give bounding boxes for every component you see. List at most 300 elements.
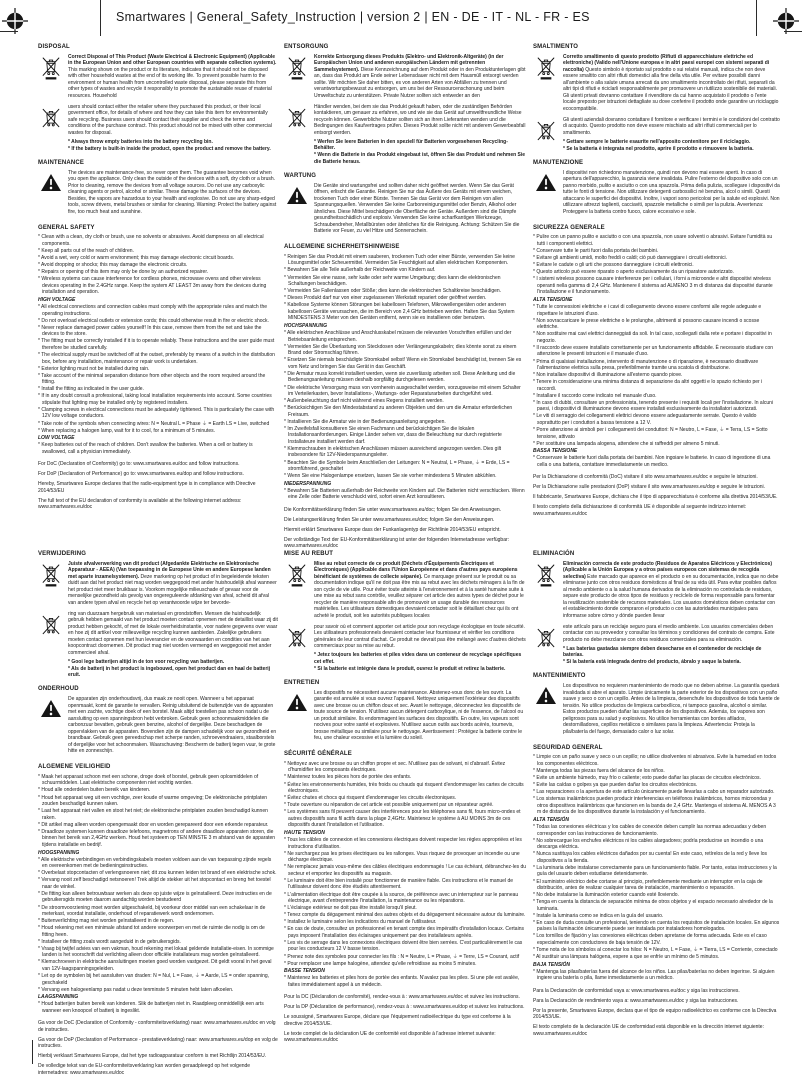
weee-crossed-bin-icon-wrap (38, 611, 64, 680)
safety-item-10-it: * Non sostituire mai cavi elettrici danneggiati da soli. In tal caso, scollegarli dalla rete e portare i dispositivi in negozio. (533, 331, 772, 344)
safety-heading-de: ALLGEMEINE SICHERHEITSHINWEISE (284, 244, 400, 251)
safety-item-6-en: * Wireless systems can cause interference for cordless phones, microwave ovens and other wireless devices operating in the 2.4GHz range. Keep the system AT LEAST 3m away from the devices during installation and operation. (38, 276, 267, 296)
maintenance-paragraph-es: Los dispositivos no requieren mantenimiento de modo que no deben abrirse. La garantía quedará invalidada si abre el aparato. Limpie únicamente la parte exterior de los dispositivos con un paño suave y seco o con un cepillo. Antes de la limpieza, desenchufe los dispositivos de toda fuente de tensión. No utilice productos de limpieza carboxílicos, ni tampoco gasolina, alcohol o similar. Estos productos pueden dañar las superficies de los dispositivos. Además, los vapores son peligrosos para su salud y explosivos. No utilice herramientas con bordes afilados, destornilladores, cepillos metálicos o similares para la limpieza. Advertencia: Proteja la pila/batería del fuego, demasiado calor o luz solar. (563, 683, 780, 735)
disposal-heading-it: SMALTIMENTO (533, 44, 579, 50)
disposal-bullet-2-nl: * Als de batterij in het product is ingebouwd, open het product dan en haal de batterij eruit. (68, 665, 271, 679)
safety-subheading-20-it: BASSA TENSIONE (533, 448, 578, 455)
maintenance-text-de (314, 183, 527, 238)
safety-item-9-it: * Non sovraccaricare le prese elettriche o le prolunghe, altrimenti si possono causare incendi o scosse elettriche. (533, 317, 760, 331)
safety-subheading-20-fr: BASSE TENSION (284, 968, 325, 975)
declaration-line-4-fr: Le texte complet de la déclaration UE de conformité est disponible à l'adresse internet suivante: www.smartwares.eu/doc (284, 1030, 496, 1044)
maintenance-text-fr (314, 690, 527, 745)
safety-item-17-nl: * Klemschroeven in elektrische aansluitingen moeten goed worden vastgezet. Dit geldt vooral in het geval van 12V-laagspanningsgeleiden. (38, 959, 272, 972)
warning-triangle-icon (40, 173, 62, 192)
declaration-line-2-fr: Pour la DP (Déclaration de performance), rendez-vous à : www.smartwares.eu/dop et suivez les instructions. (284, 1004, 525, 1011)
safety-item-6-es: * Los sistemas inalámbricos pueden producir interferencias en teléfonos inalámbricos, hornos microondas y otros dispositivos inalámbricos que funcionen en la banda de 2,4 GHz. Mantenga el sistema AL MENOS A 3 m de distancia de los dispositivos durante la instalación y el funcionamiento. (533, 796, 776, 816)
disposal-lead-bold-en: Correct Disposal of This Product (Waste Electrical & Electronic Equipment) (Applicable in the European Union and other European countries with separate collection systems). (68, 53, 277, 67)
safety-subheading-20-es: BAJA TENSIÓN (533, 961, 571, 968)
warning-triangle-icon-wrap (533, 170, 559, 218)
safety-item-18-nl: * Let op de symbolen bij het aansluiten van draden: N = Nul, L = Fase, ⏚ = Aarde, LS = onder spanning, geschakeld (38, 973, 270, 986)
weee-crossed-bin-icon (41, 105, 61, 131)
safety-item-8-de: * Alle elektrischen Anschlüsse und Anschlusskabel müssen die relevanten Vorschriften erfüllen und der Betriebsanleitung entsprechen. (284, 330, 512, 343)
disposal-bullet-1-nl: * Gooi lege batterijen altijd in de ton voor recycling van batterijen. (68, 658, 225, 665)
safety-item-14-en: * Take account of the minimal separation distance from other objects and the room required around the fitting. (38, 372, 266, 386)
disposal-paragraph-2-fr: pour savoir où et comment apporter cet article pour son recyclage écologique en toute sécurité. Les utilisateurs professionnels devraient contacter leur fournisseur et vérifier les conditions générales de leur contrat d'achat. Ce produit ne devrait pas être mélangé avec d'autres déchets commerciaux pour sa mise au rebut. (314, 623, 526, 650)
safety-item-9-es: * No sobrecargue los enchufes eléctricos ni los cables alargadores; podría producirse un incendio o una descarga eléctrica. (533, 837, 764, 851)
safety-subheading-7-nl: HOOGSPANNING (38, 849, 80, 856)
disposal-block-2-en (38, 104, 278, 153)
maintenance-text-it (563, 170, 780, 218)
maintenance-text-es (563, 683, 780, 738)
disposal-text-1-de (314, 54, 527, 102)
disposal-block-1-de (284, 54, 527, 102)
disposal-bullet-2-it: * Se la batteria è integrata nel prodotto, aprire il prodotto e rimuovere la batteria. (563, 145, 754, 152)
warning-triangle-icon-wrap (284, 183, 310, 238)
weee-crossed-bin-with-bar-icon (41, 562, 61, 588)
crop-mark-vertical-right (756, 0, 757, 36)
safety-item-15-en: * Install the fitting as indicated in the user guide. (38, 386, 144, 393)
weee-crossed-bin-with-bar-icon-wrap (284, 54, 310, 102)
safety-item-16-de: * Im Zweifelsfall konsultieren Sie einen Fachmann und berücksichtigen Sie die lokalen Installationsanforderungen. Einige Länder sehen vor, dass die Beleuchtung nur durch registrierte Installateure installiert werden darf. (284, 425, 502, 445)
maintenance-paragraph-de: Die Geräte sind wartungsfrei und sollten daher nicht geöffnet werden. Wenn Sie das Gerät öffnen, erlischt die Garantie. Reinigen Sie nur das Äußere des Geräts mit einem weichen, trockenen Tuch oder einer Bürste. Trennen Sie das Gerät vor dem Reinigen von allen Spannungsquellen. Verwenden Sie keine Carbonreinigungsmittel oder Benzin, Alkohol oder ähnliches. Diese Mittel beschädigen die Oberfläche der Geräte. Außerdem sind die Dämpfe gesundheitsschädlich und explosiv. Verwenden Sie keine scharfkantigen Werkzeuge, Schraubendreher, Metallbürsten oder ähnliches für die Reinigung. Achtung: Schützen Sie die Batterie vor Feuer, zu viel Hitze und Sonnenschein. (314, 182, 520, 235)
safety-item-8-nl: * Alle elektrische verbindingen en verbindingskabels moeten voldoen aan de van toepassing zijnde regels en overeenkomen met de bedieningsinstructies. (38, 856, 272, 870)
declaration-line-2-it: Per la Dichiarazione sulle prestazioni (DoP) visitare il sito www.smartwares.eu/dop e seguire le istruzioni. (533, 484, 766, 491)
disposal-block-2-es (533, 624, 780, 667)
safety-subheading-7-fr: HAUTE TENSION (284, 830, 325, 837)
safety-item-12-en: * The electrical supply must be switched off at the outset, preferably by means of a switch in the distribution box, before any installation, maintenance or repair work is undertaken. (38, 352, 275, 365)
safety-item-14-it: * Tenere in considerazione una minima distanza di separazione da altri oggetti e lo spazio richiesto per i raccordi. (533, 379, 763, 392)
disposal-bullet-2-de: * Wenn die Batterie in das Produkt eingebaut ist, öffnen Sie das Produkt und nehmen Sie die Batterie heraus. (314, 152, 526, 165)
safety-item-12-es: * El suministro eléctrico debe cortarse al principio, preferiblemente mediante un interruptor en la caja de distribución, antes de realizar cualquier tarea de instalación, mantenimiento o reparación. (533, 878, 763, 892)
panel-es (533, 551, 780, 1080)
disposal-text-2-en (68, 104, 278, 153)
disposal-lead-bold-es: Eliminación correcta de este producto (Residuos de Aparatos Eléctricos y Electrónicos) (Aplicable a la Unión Europea y a otros países europeos con sistemas de recogida selectiva) (563, 560, 773, 580)
safety-item-16-fr: * En cas de doute, consultez un professionnel en tenant compte des impératifs d'installation locaux. Certains pays imposent l'installation des éclairages uniquement par des installateurs agréés. (284, 926, 524, 939)
safety-item-11-en: * The fitting must be correctly installed if it is to operate reliably. These instructions and the user guide must therefore be studied carefully. (38, 338, 275, 351)
safety-item-10-nl: * Vervang nooit zelf beschadigd netsnoeren! Trek altijd de stekker uit het stopcontact en breng het toestel naar de winkel. (38, 877, 271, 890)
disposal-lead-bold-fr: Mise au rebut correcte de ce produit (Déchets d'Équipements Électriques et Électroniques) (Applicable dans l'Union Européenne et dans d'autres pays européens bénéficiant de systèmes de collecte séparée). (314, 560, 518, 580)
safety-item-3-fr: * Évitez les environnements humides, très froids ou chauds qui risquent d'endommager les cartes de circuits électroniques. (284, 781, 524, 795)
safety-item-8-es: * Todas las conexiones eléctricas y los cables de conexión deben cumplir las normas adecuadas y deben corresponder con las instrucciones de funcionamiento. (533, 824, 767, 837)
weee-crossed-bin-with-bar-icon (287, 55, 307, 81)
safety-item-11-fr: * Le luminaire doit être bien installé pour fonctionner de manière fiable. Ces instructions et le manuel de l'utilisateur doivent donc être étudiés attentivement. (284, 877, 514, 891)
safety-heading-fr: SÉCURITÉ GÉNÉRALE (284, 751, 352, 758)
safety-list-de (284, 254, 527, 501)
maintenance-heading-es: MANTENIMIENTO (533, 673, 586, 680)
disposal-text-1-it (563, 54, 780, 115)
disposal-text-2-de (314, 104, 527, 166)
disposal-bullet-1-en: * Always throw empty batteries into the battery recycling bin. (68, 138, 213, 145)
declaration-line-2-en: For DoP (Declaration of Performance) go to: www.smartwares.eu/dop and follow instructions. (38, 471, 244, 478)
disposal-bullet-1-es: * Las baterías gastadas siempre deben desecharse en el contenedor de reciclaje de baterías. (563, 645, 762, 659)
maintenance-text-en (68, 170, 278, 218)
maintenance-block-en (38, 170, 278, 218)
weee-crossed-bin-with-bar-icon-wrap (38, 54, 64, 102)
safety-heading-it: SICUREZZA GENERALE (533, 224, 605, 231)
safety-item-18-de: * Beachten Sie die Symbole beim Anschließen der Leitungen: N = Neutral, L = Phase, ⏚ = Erde, LS = stromführend, geschaltet (284, 459, 510, 473)
panel-en (38, 44, 278, 551)
safety-subheading-20-de: NIEDERSPANNUNG (284, 480, 332, 487)
safety-item-6-fr: * Les systèmes sans fil peuvent causer des interférences pour les téléphones sans fil, fours micro-ondes et autres dispositifs sans fil actifs dans la plage 2,4GHz. Maintenez le système à AU MOINS 3m de ces dispositifs durant l'installation et l'utilisation. (284, 809, 521, 829)
declaration-line-1-nl: Ga voor de DoC (Declaration of Conformity - conformiteitsverklaring) naar: www.smartwares.eu/doc en volg de instructies. (38, 1020, 276, 1033)
disposal-lead-bold-de: Korrekte Entsorgung dieses Produkts (Elektro- und Elektronik-Altgeräte) (in der Europäischen Union und anderen europäischen Ländern mit getrennten Sammelsystemen). (314, 53, 504, 73)
safety-item-6-nl: * Draadloze systemen kunnen draadloze telefoons, magnetrons of andere draadloze apparaten storen, die binnen het bereik van 2,4GHz werken. Houd het systeem op TEN MINSTE 3 m afstand van de apparaten tijdens installatie en bedrijf. (38, 828, 276, 848)
safety-item-2-es: * Mantenga todas las piezas fuera del alcance de los niños. (533, 767, 665, 774)
disposal-bullet-2-en: * If the battery is built-in inside the product, open the product and remove the battery. (68, 145, 271, 152)
weee-crossed-bin-icon-wrap (533, 624, 559, 667)
safety-item-4-it: * Evitare le cadute o gli urti che possono danneggiare i circuiti elettronici. (533, 262, 694, 269)
weee-crossed-bin-icon (287, 105, 307, 131)
safety-item-12-de: * Die elektrische Versorgung muss von vornherein ausgeschaltet werden, vorzugsweise mit einem Schalter im Verteilerkasten, bevor Installations-, Wartungs- oder Reparaturarbeiten durchgeführt wird. (284, 384, 521, 398)
disposal-paragraph-2-it: Gli utenti aziendali dovranno contattare il fornitore e verificare i termini e le condizioni del contratto di acquisto. Questo prodotto non deve essere mischiato ad altri rifiuti commerciali per lo smaltimento. (563, 116, 780, 136)
safety-item-14-nl: * Houd rekening met een minimale afstand tot andere voorwerpen en met de ruimte die nodig is om de fitting heen. (38, 925, 265, 938)
disposal-paragraph-lead-en: Correct Disposal of This Product (Waste Electrical & Electronic Equipment) (Applicable in the European Union and other European countries with separate collection systems). This marking shown on the product or its literature, indicates that it should not be disposed with other household wastes at the end of its working life. To prevent possible harm to the environment or human health from uncontrolled waste disposal, please separate this from other types of wastes and recycle it responsibly to promote the sustainable reuse of material resources. Household (68, 53, 277, 99)
declaration-line-3-de: Hiermit erklärt Smartwares Europe dass der Funkanlagentyp der Richtlinie 2014/53/EU entspricht. (284, 526, 501, 533)
safety-item-3-es: * Evite un ambiente húmedo, muy frío o caliente; esto puede dañar las placas de circuitos electrónicos. (533, 775, 761, 782)
safety-item-17-de: * Klemmschrauben in elektrischen Anschlüssen müssen ausreichend angezogen werden. Dies gilt insbesondere für 12V-Niederspannungsleiter. (284, 445, 502, 459)
safety-item-6-de: * Kabellose Systeme können Störungen bei kabellosen Telefonen, Mikrowellengeräten oder anderen kabellosen Geräte verursachen, die im Bereich von 2,4 GHz betrieben werden. Halten Sie das System MINDESTENS 3 Meter von den Geräten entfernt, wenn sie es installieren oder benutzen. (284, 302, 515, 322)
safety-item-19-it: * Per sostituire una lampada alogena, attendere che si raffreddi per almeno 5 minuti. (533, 440, 720, 447)
maintenance-block-nl (38, 696, 278, 757)
panel-de (284, 44, 527, 551)
declaration-line-3-it: Il fabbricante, Smartwares Europe, dichiara che il tipo di apparecchiatura è conforme alla direttiva 2014/53/UE. (533, 494, 778, 501)
safety-item-15-nl: * Installeer de fitting zoals wordt aangeduid in de gebruikersgids. (38, 938, 181, 945)
disposal-paragraph-2-es: este artículo para un reciclaje seguro para el medio ambiente. Los usuarios comerciales deben contactar con su proveedor y consultar los términos y condiciones del contrato de compra. Este producto no debe mezclarse con otros residuos comerciales para su eliminación. (563, 623, 775, 643)
safety-item-2-de: * Bewahren Sie alle Teile außerhalb der Reichweite von Kindern auf. (284, 267, 436, 274)
warning-triangle-icon-wrap (284, 690, 310, 745)
safety-subheading-7-es: ALTA TENSIÓN (533, 817, 570, 824)
declarations-es (533, 988, 780, 1038)
maintenance-heading-it: MANUTENZIONE (533, 159, 584, 166)
disposal-paragraph-2-de: Händler wenden, bei dem sie das Produkt gekauft haben, oder die zuständigen Behörden kontaktieren, um genauer zu erfahren, wo und wie sie das Gerät auf umweltfreundliche Weise recyceln können. Gewerbliche Nutzer sollten sich an ihren Lieferanten wenden und die Bedingungen des Kaufvertrages prüfen. Dieses Produkt sollte nicht mit anderem Gewerbeabfall entsorgt werden. (314, 103, 526, 136)
safety-item-10-en: * Never replace damaged power cables yourself! In this case, remove them from the net and take the devices to the store. (38, 324, 262, 338)
safety-item-21-nl: * Houd batterijen buiten bereik van kinderen. Slik de batterijen niet in. Raadpleeg onmiddellijk een arts wanneer een knoopcel of batterij is ingeslikt. (38, 1001, 264, 1014)
disposal-heading-fr: MISE AU REBUT (284, 551, 334, 557)
weee-crossed-bin-with-bar-icon (41, 55, 61, 81)
safety-list-en (38, 234, 278, 455)
weee-crossed-bin-icon (287, 625, 307, 651)
safety-item-11-nl: * De fitting kan alleen betrouwbaar werken als deze op juiste wijze is geïnstalleerd. Deze instructies en de gebruikersgids moeten daarom aandachtig worden bestudeerd (38, 890, 272, 904)
safety-item-5-nl: * Dit artikel mag alleen worden opengemaakt door en worden gerepareerd door een erkende reparateur. (38, 821, 269, 828)
safety-item-21-fr: * Maintenez les batteries et piles hors de portée des enfants. N'avalez pas les piles. Si une pile est avalée, faites immédiatement appel à un médecin. (284, 975, 520, 988)
disposal-block-1-nl (38, 561, 278, 609)
weee-crossed-bin-with-bar-icon-wrap (533, 561, 559, 622)
disposal-block-1-en (38, 54, 278, 102)
disposal-text-2-it (563, 117, 780, 153)
safety-item-13-es: * No debe instalarse la iluminación exterior cuando esté lloviendo. (533, 892, 679, 899)
safety-item-2-nl: * Houd alle onderdelen buiten bereik van kinderen. (38, 787, 151, 794)
disposal-paragraph-lead-fr: Mise au rebut correcte de ce produit (Déchets d'Équipements Électriques et Électroniques) (Applicable dans l'Union Européenne et dans d'autres pays européens bénéficiant de systèmes de collecte séparée). Ce marquage présent sur le produit ou sa documentation indique qu'il ne doit pas être mis au rebut avec les déchets ménagers à la fin de son cycle de vie utile. Pour éviter toute atteinte à l'environnement et à la santé humaine suite à une mise au rebut sans contrôle, veuillez séparer cet article des autres types de déchet pour le recycler de manière responsable afin de promouvoir un usage durable des ressources matérielles. Les utilisateurs domestiques devraient contacter soit le détaillant chez qui ils ont acheté le produit, soit les autorités publiques locales (314, 560, 525, 619)
warning-triangle-icon-wrap (38, 170, 64, 218)
maintenance-paragraph-nl: De apparaten zijn onderhoudsvrij, dus maak ze nooit open. Wanneer u het apparaat openmaakt, komt de garantie te vervallen. Reinig uitsluitend de buitenzijde van de apparaten met een zachte, vochtige doek of een borstel. Maak altijd toestellen pas schoon nadat u de aansluiting op een spanningsbron hebt verbroken. Gebruik geen schoonmaakmiddelen die carbonzuur bevatten, gebruik geen benzine, alcohol of dergelijke. Deze beschadigen de oppervlakken van de apparaten. Bovendien zijn de dampen schadelijk voor uw gezondheid en brandbaar. Gebruik geen gereedschap met scherpe randen, schroevendraaiers, staalborstels of dergelijke voor het schoonmaken. Waarschuwing: Bescherm de batterij tegen vuur, te grote hitte en zonneschijn. (68, 696, 277, 755)
disposal-paragraph-lead-es: Eliminación correcta de este producto (Residuos de Aparatos Eléctricos y Electrónicos) (Aplicable a la Unión Europea y a otros países europeos con sistemas de recogida selectiva) Este marcado que aparece en el producto o en su documentación, indica que no debe eliminarse junto con otros residuos domésticos al final de su vida útil. Para evitar posibles daños al medio ambiente o a la salud humana derivados de la eliminación no controlada de residuos, separe este producto de otros tipos de residuos y recíclelo de forma responsable para fomentar la reutilización sostenible de recursos materiales. Los usuarios domésticos deben contactar con el establecimiento donde compraron el producto o con las autoridades municipales para informarse sobre cómo y dónde pueden llevar (563, 560, 779, 619)
safety-item-19-nl: * Vervang een halogeenlamp pas nadat u deze tenminste 5 minuten hebt laten afkoelen. (38, 986, 234, 993)
maintenance-block-fr (284, 690, 527, 745)
safety-item-19-fr: * Pour remplacer une lampe halogène, attendez qu'elle refroidisse au moins 5 minutes. (284, 960, 477, 967)
safety-item-9-de: * Vermeiden Sie die Überlastung von Steckdosen oder Verlängerungskabeln; dies könnte sonst zu einem Brand oder Stromschlag führen. (284, 343, 517, 357)
disposal-heading-en: DISPOSAL (38, 44, 70, 50)
declaration-line-4-nl: De volledige tekst van de EU-conformiteitsverklaring kan worden geraadpleegd op het volgende internetadres: www.smartwares.eu/doc (38, 1063, 251, 1076)
safety-item-19-en: * When replacing a halogen lamp, wait for it to cool, for a minimum of 5 minutes. (38, 427, 216, 434)
declaration-line-2-de: Die Leistungserklärung finden Sie unter www.smartwares.eu/doc; folgen Sie den Anweisungen. (284, 516, 495, 523)
safety-item-4-de: * Vermeiden Sie Fallenlassen oder Stöße; dies kann die elektronischen Schaltkreise beschädigen. (284, 288, 502, 295)
disposal-block-1-it (533, 54, 780, 115)
disposal-paragraph-2-nl: ring van duurzaam hergebruik van materiaal en grondstoffen. Mensen die huishoudelijk gebruik hebben gemaakt van het product moeten contact opnemen met de detaillist waar zij dit product hebben gekocht, of met de lokale overheidsinstantie, voor nadere gegevens over waar en hoe zij dit artikel voor milieuveilige recycling kunnen aanbieden. Zakelijke gebruikers moeten contact opnemen met hun leverancier en de voorwaarden en condities van het aan koopcontract doornemen. Dit product mag niet worden vermengd en weggegooid met ander commercieel afval. (68, 610, 278, 656)
disposal-block-2-de (284, 104, 527, 166)
safety-item-10-fr: * Ne remplacez jamais vous-même des câbles électriques endommagés ! Le cas échéant, débranchez-les du secteur et emportez les dispositifs au magasin. (284, 864, 527, 877)
declaration-line-1-it: Per la Dichiarazione di conformità (DoC) visitare il sito www.smartwares.eu/doc e seguire le istruzioni. (533, 474, 758, 481)
safety-item-5-de: * Dieses Produkt darf nur von einer zugelassenen Werkstatt repariert oder geöffnet werden. (284, 295, 487, 302)
disposal-block-1-es (533, 561, 780, 622)
weee-crossed-bin-icon (536, 118, 556, 144)
safety-item-8-it: * Tutte le connessioni elettriche e i cavi di collegamento devono essere conformi alle regole adeguate e rispettare le istruzioni d'uso. (533, 304, 762, 317)
safety-item-13-it: * Non installare dispositivi di illuminazione all'esterno quando piove. (533, 372, 683, 379)
safety-item-17-fr: * Les vis de serrage dans les connexions électriques doivent être bien serrées. C'est particulièrement le cas pour les conducteurs 12 V basse tension. (284, 939, 523, 953)
safety-item-21-en: * Keep batteries out of the reach of children. Don't swallow the batteries. When a cell or battery is swallowed, call a physician immediately. (38, 442, 253, 455)
weee-crossed-bin-with-bar-icon-wrap (533, 54, 559, 115)
safety-item-18-it: * Porre attenzione ai simboli per i collegamenti dei conduttori: N = Neutro, L = Fase, ⏚ = Terra, LS = Sotto tensione, attivato (533, 427, 768, 440)
safety-item-11-es: * La luminaria debe instalarse correctamente para un funcionamiento fiable. Por tanto, estas instrucciones y la guía del usuario deben estudiarse detenidamente. (533, 864, 777, 878)
warning-triangle-icon (286, 186, 308, 205)
safety-list-it (533, 234, 780, 468)
disposal-block-2-fr (284, 624, 527, 673)
maintenance-block-de (284, 183, 527, 238)
weee-crossed-bin-icon-wrap (284, 104, 310, 166)
safety-item-6-it: * I sistemi wireless possono causare interferenze per i cellulari, i forni a microonde e altri dispositivi wireless operanti nella gamma di 2,4 GHz. Mantenere il sistema ad ALMENO 3 m di distanza dai dispositivi durante l'installazione e il funzionamento. (533, 276, 773, 296)
safety-item-9-fr: * Ne surchargez pas les prises électriques ou les rallonges. Vous risquez de provoquer un incendie ou une décharge électrique. (284, 850, 520, 864)
declaration-line-4-en: The full text of the EU declaration of conformity is available at the following internet address: www.smartwares.eu/doc (38, 497, 242, 511)
weee-crossed-bin-with-bar-icon (536, 55, 556, 81)
safety-item-1-it: * Pulire con un panno pulito e asciutto o con una spazzola, non usare solventi o abrasivi. Evitare l'umidità su tutti i componenti elettrici. (533, 234, 773, 247)
safety-subheading-20-en: LOW VOLTAGE (38, 435, 75, 442)
safety-item-1-nl: * Maak het apparaat schoon met een schone, droge doek of borstel, gebruik geen oplosmiddelen of schuurmiddelen. Laat elektrische componenten niet vochtig worden. (38, 773, 259, 787)
safety-item-18-en: * Take note of the symbols when connecting wires: N = Neutral L = Phase ⏚ = Earth LS = Live, switched (38, 420, 270, 427)
declaration-line-4-es: El texto completo de la declaración UE de conformidad está disponible en la dirección internet siguiente: www.smartwares.eu/doc (533, 1024, 764, 1037)
declaration-line-1-de: Die Konformitätserklärung finden Sie unter www.smartwares.eu/doc; folgen Sie den Anweisungen. (284, 506, 502, 513)
disposal-heading-de: ENTSORGUNG (284, 44, 329, 50)
safety-item-5-it: * Questo articolo può essere riparato o aperto esclusivamente da un riparatore autorizzato. (533, 269, 734, 276)
safety-item-4-fr: * Évitez chutes et chocs qui risquent d'endommager les circuits électroniques. (284, 795, 457, 802)
safety-item-14-de: * Berücksichtigen Sie den Mindestabstand zu anderen Objekten und den um die Armatur erforderlichen Freiraum. (284, 405, 513, 418)
disposal-text-1-fr (314, 561, 527, 622)
safety-item-19-es: * Al sustituir una lámpara halógena, espere a que se enfríe un mínimo de 5 minutos. (533, 954, 720, 961)
disposal-block-2-it (533, 117, 780, 153)
safety-item-15-it: * Installare il raccordo come indicato nel manuale d'uso. (533, 392, 657, 399)
safety-list-es (533, 754, 780, 982)
declarations-en (38, 461, 278, 511)
safety-item-5-fr: * Toute ouverture ou réparation de cet article est possible uniquement par un réparateur agréé. (284, 802, 494, 809)
safety-item-21-it: * Conservare le batterie fuori dalla portata dei bambini. Non ingoiare le batterie. In caso di ingestione di una cella o una batteria, contattare immediatamente un medico. (533, 455, 771, 468)
safety-item-8-fr: * Tous les câbles de connexion et les connexions électriques doivent respecter les règles appropriées et les instructions d'utilisation. (284, 837, 522, 850)
safety-item-9-nl: * Overbelast stopcontacten of verlengsnoeren niet; dit zou kunnen leiden tot brand of een elektrische schok. (38, 870, 277, 877)
maintenance-paragraph-en: The devices are maintenance-free, so never open them. The guarantee becomes void when you open the appliance. Only clean the outside of the devices with a soft, dry cloth or a brush. Prior to cleaning, remove the devices from all voltage sources. Do not use any carboxylic cleaning agents or petrol, alcohol or similar. These damage the surfaces of the devices. Besides, the vapors are hazardous to your health and explosive. Do not use any sharp-edged tools, screw drivers, metal brushes or similar for cleaning. Warning: Protect the battery against fire, too much heat and sunshine. (68, 169, 277, 215)
safety-item-10-de: * Ersetzen Sie niemals beschädigte Stromkabel selbst! Wenn ein Stromkabel beschädigt ist, trennen Sie es vom Netz und bringen Sie das Gerät in das Geschäft. (284, 357, 522, 370)
safety-item-1-en: * Clean with a clean, dry cloth or brush, use no solvents or abrasives. Avoid dampness on all electrical components. (38, 234, 264, 247)
safety-item-2-en: * Keep all parts out of the reach of children. (38, 247, 134, 254)
warning-triangle-icon-wrap (38, 696, 64, 757)
safety-item-13-en: * Exterior lighting must not be installed during rain. (38, 365, 150, 372)
safety-item-16-es: * En caso de duda consulte un profesional, teniendo en cuenta los requisitos de instalación locales. En algunos países la iluminación únicamente puede ser instalada por instaladores homologados. (533, 919, 780, 933)
language-panels-grid (38, 44, 780, 1080)
declaration-line-4-de: Der vollständige Text der EU-Konformitätserklärung ist unter der folgenden Internetadresse verfügbar: www.smartwares.eu/doc (284, 536, 510, 550)
page-title: Smartwares | General_Safety_Instruction | version 2 | EN - DE - IT - NL - FR - ES (116, 10, 590, 24)
weee-crossed-bin-icon-wrap (533, 117, 559, 153)
safety-item-12-nl: * De stroomvoorziening moet worden uitgeschakeld, bij voorkeur door middel van een schakelaar in de meterkast, voordat installatie, onderhoud of reparatiewerk wordt ondernomen. (38, 904, 266, 918)
disposal-paragraph-lead-nl: Juiste afvalverwerking van dit product (Afgedankte Elektrische en Elektronische Apparatuur - AEEA) (Van toepassing in de Europese Unie en andere Europese landen met aparte inzamelsystemen). Deze markering op het product of in begeleidende teksten duidt aan dat het product niet mag worden weggegooid met ander huishoudelijk afval wanneer het product niet meer bruikbaar is. Voorkom mogelijke milieuschade of gevaar voor de menselijke gezondheid als gevolg van ongereguleerde afdanking van afval, scheid dit afval van andere typen afval en recycle het op verantwoorde wijze ter bevorde- (68, 560, 277, 606)
warning-triangle-icon (535, 686, 557, 705)
disposal-bullet-1-de: * Werfen Sie leere Batterien in den speziell für Batterien vorgesehenen Recycling-Behälter. (314, 138, 508, 152)
safety-item-2-it: * Conservare tutte le parti fuori dalla portata dei bambini. (533, 247, 659, 254)
safety-list-nl (38, 774, 278, 1015)
disposal-heading-nl: VERWIJDERING (38, 551, 87, 557)
weee-crossed-bin-with-bar-icon-wrap (38, 561, 64, 609)
safety-item-18-fr: * Prenez note des symboles pour connecter les fils : N = Neutre, L = Phase, ⏚ = Terre, LS = Courant, actif (284, 953, 520, 960)
weee-crossed-bin-icon (536, 625, 556, 651)
maintenance-text-nl (68, 696, 278, 757)
panel-it (533, 44, 780, 551)
warning-triangle-icon-wrap (533, 683, 559, 738)
safety-subheading-20-nl: LAAGSPANNING (38, 994, 79, 1001)
safety-item-3-en: * Avoid a wet, very cold or warm environment; this may damage electronic circuit boards. (38, 255, 235, 262)
disposal-text-2-es (563, 624, 780, 667)
safety-item-2-fr: * Maintenez toutes les pièces hors de portée des enfants. (284, 774, 412, 781)
safety-item-1-fr: * Nettoyez avec une brosse ou un chiffon propre et sec. N'utilisez pas de solvant, ni d'abrasif. Évitez d'humidifier les composants électriques. (284, 760, 506, 774)
safety-item-5-es: * Las reparaciones o la apertura de este artículo únicamente puede llevarlas a cabo un reparador autorizado. (533, 789, 775, 796)
declaration-line-1-en: For DoC (Declaration of Conformity) go to: www.smartwares.eu/doc and follow instructions. (38, 461, 240, 468)
declaration-line-2-es: Para la Declaración de rendimiento vaya a: www.smartwares.eu/doc y siga las instrucciones. (533, 997, 739, 1004)
crop-mark-horizontal-right (784, 31, 802, 32)
safety-item-4-nl: * Laat het apparaat niet vallen en stoot het niet; de elektronische printplaten zouden beschadigd kunnen raken. (38, 808, 268, 821)
safety-subheading-7-de: HOCHSPANNUNG (284, 323, 327, 330)
safety-subheading-7-en: HIGH VOLTAGE (38, 297, 76, 304)
safety-item-8-en: * All electrical connections and connection cables must comply with the appropriate rules and match the operating instructions. (38, 304, 268, 317)
safety-item-11-de: * Die Armatur muss korrekt installiert werden, wenn sie zuverlässig arbeiten soll. Diese Anleitung und die Bedienungsanleitung müssen deshalb sorgfältig durchgelesen werden. (284, 370, 516, 384)
safety-item-13-de: * Außenbeleuchtung darf nicht während eines Regens installiert werden. (284, 398, 444, 405)
safety-item-3-de: * Vermeiden Sie eine nasse, sehr kalte oder sehr warme Umgebung; dies kann die elektronischen Schaltungen beschädigen. (284, 274, 501, 288)
safety-heading-es: SEGURIDAD GENERAL (533, 744, 603, 751)
crop-mark-bottom-left (32, 1040, 33, 1064)
safety-item-15-de: * Installieren Sie die Armatur wie in der Bedienungsanleitung angegeben. (284, 418, 446, 425)
safety-item-4-en: * Avoid dropping or shocks; this may damage the electronic circuits. (38, 262, 188, 269)
safety-heading-nl: ALGEMENE VEILIGHEID (38, 764, 111, 771)
safety-item-3-it: * Evitare gli ambienti umidi, molto freddi o caldi; ciò può danneggiare i circuiti elettronici. (533, 255, 727, 262)
declaration-line-3-es: Por la presente, Smartwares Europe, declara que el tipo de equipo radioeléctrico es conforme con la Directiva 2014/53/UE. (533, 1007, 777, 1021)
safety-item-3-nl: * Houd het apparaat weg uit een vochtige, zeer koude of warme omgeving; De elektronische printplaten zouden beschadigd kunnen raken. (38, 794, 268, 808)
crop-mark-vertical-left (100, 0, 101, 36)
disposal-text-1-nl (68, 561, 278, 609)
weee-crossed-bin-with-bar-icon-wrap (284, 561, 310, 622)
maintenance-paragraph-fr: Les dispositifs ne nécessitent aucune maintenance. Abstenez-vous donc de les ouvrir. La garantie est annulée si vous ouvrez l'appareil. Nettoyez uniquement l'extérieur des dispositifs avec une brosse ou un chiffon doux et sec. Avant le nettoyage, déconnectez les dispositifs de toute source de tension. N'utilisez aucun détergent carboxylique, ni de l'essence, de l'alcool ou un produit similaire. Ils endommagent les surfaces des dispositifs. En outre, les vapeurs sont nocives pour votre santé et explosives. N'utilisez aucun outils aux bords acérés, tournevis, brosse métallique ou similaire pour le nettoyage. Avertissement : Protégez la batterie contre le feu, une chaleur excessive et la lumière du soleil. (314, 689, 524, 742)
safety-item-10-es: * Nunca sustituya los cables eléctricos dañados por su cuenta! En este caso, retírelos de la red y lleve los dispositivos a la tienda. (533, 851, 768, 864)
safety-list-fr (284, 761, 527, 989)
weee-crossed-bin-icon-wrap (38, 104, 64, 153)
weee-crossed-bin-with-bar-icon (536, 562, 556, 588)
safety-item-18-es: * Tome nota de los símbolos al conectar los hilos: N = Neutro, L = Fase, ⏚ = Tierra, LS = Corriente, conectado (533, 947, 778, 954)
weee-crossed-bin-icon (41, 612, 61, 638)
disposal-paragraph-lead-de: Korrekte Entsorgung dieses Produkts (Elektro- und Elektronik-Altgeräte) (in der Europäischen Union und anderen europäischen Ländern mit getrennten Sammelsystemen). Diese Kennzeichnung auf dem Produkt oder in den Produktunterlagen gibt an, dass das Produkt am Ende seiner Lebensdauer nicht mit dem Hausmüll entsorgt werden sollte. Wir möchten Sie daher bitten, es von anderen Arten von Abfällen zu trennen und verantwortungsbewusst zu entsorgen, um uns bei der Ressourcenschonung und beim Umweltschutz zu unterstützen. Private Nutzer sollten sich entweder an den (314, 53, 526, 99)
disposal-text-2-nl (68, 611, 278, 680)
warning-triangle-icon (40, 699, 62, 718)
panel-nl (38, 551, 278, 1080)
disposal-text-2-fr (314, 624, 527, 673)
safety-item-16-nl: * Vraag bij twijfel advies van een vakman, houd rekening met lokaal geldende installatie-eisen. In sommige landen is het voorschrift dat verlichting alleen door officiële installateurs mag worden geïnstalleerd. (38, 945, 274, 959)
disposal-bullet-2-es: * Si la batería está integrada dentro del producto, ábralo y saque la batería. (563, 659, 741, 666)
warning-triangle-icon (286, 693, 308, 712)
disposal-lead-bold-nl: Juiste afvalverwerking van dit product (Afgedankte Elektrische en Elektronische Apparatuur - AEEA) (Van toepassing in de Europese Unie en andere Europese landen met aparte inzamelsystemen). (68, 560, 271, 580)
safety-item-21-es: * Mantenga las pilas/baterías fuera del alcance de los niños. Las pilas/baterías no deben ingerirse. Si alguien ingiere una batería o pila, llame inmediatamente a un médico. (533, 968, 775, 982)
disposal-heading-es: ELIMINACIÓN (533, 551, 575, 557)
weee-crossed-bin-icon-wrap (284, 624, 310, 673)
safety-item-14-es: * Tenga en cuenta la distancia de separación mínima de otros objetos y el espacio necesario alrededor de la luminaria. (533, 899, 773, 912)
safety-item-17-es: * Los tornillos de fijación y las conexiones eléctricas deben apretarse de forma adecuada. Este es el caso especialmente con conductores de baja tensión de 12V. (533, 933, 767, 946)
safety-item-13-nl: * Buitenverlichting mag niet worden geïnstalleerd in de regen. (38, 918, 175, 925)
declaration-line-2-nl: Ga voor de DoP (Declaration of Performance - prestatieverklaring) naar: www.smartwares.eu/dop en volg de instructies. (38, 1036, 278, 1050)
disposal-text-1-en (68, 54, 278, 102)
safety-item-17-en: * Clamping screws in electrical connections must be adequately tightened. This is particularly the case with 12V low voltage conductors. (38, 406, 275, 420)
declarations-de (284, 507, 527, 550)
declaration-line-1-es: Para la Declaración de conformidad vaya a: www.smartwares.eu/doc y siga las instrucciones. (533, 987, 740, 994)
weee-crossed-bin-with-bar-icon (287, 562, 307, 588)
safety-item-12-fr: * L'alimentation électrique doit être coupée à la source, de préférence avec un interrupteur sur le panneau électrique, avant d'entreprendre l'installation, la maintenance ou les réparations. (284, 891, 519, 905)
disposal-bullet-2-fr: * Si la batterie est intégrée dans le produit, ouvrez le produit et retirez la batterie. (314, 665, 506, 672)
warning-triangle-icon (535, 173, 557, 192)
safety-item-17-it: * Le viti di serraggio dei collegamenti elettrici devono essere adeguatamente serrate. Questo è valido soprattutto per i conduttori a bassa tensione a 12 V. (533, 413, 757, 426)
safety-item-1-es: * Limpie con un paño suave y seco o un cepillo; no utilice disolventes ni abrasivos. Evite la humedad en todos los componentes eléctricos. (533, 754, 777, 767)
declarations-nl (38, 1020, 278, 1076)
safety-item-11-it: * Il raccordo deve essere installato correttamente per un funzionamento affidabile. È necessario studiare con attenzione le presenti istruzioni e il manuale d'uso. (533, 344, 774, 358)
safety-item-21-de: * Bewahren Sie Batterien außerhalb der Reichweite von Kindern auf. Die Batterien nicht verschlucken. Wenn eine Zelle oder Batterie verschluckt wird, sofort einen Arzt konsultieren. (284, 487, 525, 501)
declaration-line-3-en: Hereby, Smartwares Europe declares that the radio-equipment type is in compliance with Directive 2014/53/EU (38, 481, 256, 494)
disposal-bullet-1-fr: * Jetez toujours les batteries et piles vides dans un conteneur de recyclage spécifiques cet effet. (314, 652, 522, 665)
maintenance-paragraph-it: I dispositivi non richiedono manutenzione, quindi non devono mai essere aperti. In caso di apertura dell'apparecchio, la garanzia viene invalidata. Pulire l'esterno del dispositivo solo con un panno morbido, pulito e asciutto o con una spazzola. Prima della pulizia, scollegare i dispositivi da tutte le fonti di tensione. Non utilizzare detergenti carbossilici né benzina, alcol o simili. Questi attaccano le superfici dei dispositivi. Inoltre, i vapori sono pericolosi per la salute ed esplosivi. Non utilizzare attrezzi taglienti, cacciaviti, spazzole metalliche o simili per la pulizia. Avvertenza: Proteggere la batteria contro fuoco, calore eccessivo e sole. (563, 169, 780, 215)
crop-mark-horizontal-left (0, 31, 18, 32)
safety-item-1-de: * Reinigen Sie das Produkt mit einem sauberen, trockenen Tuch oder einer Bürste, verwenden Sie keine Lösungsmittel oder Scheuermittel. Vermeiden Sie Feuchtigkeit auf allen elektrischen Komponenten. (284, 253, 515, 267)
declaration-line-4-it: Il testo completo della dichiarazione di conformità UE è disponibile al seguente indirizzo internet: www.smartwares.eu/doc (533, 504, 747, 517)
disposal-text-1-es (563, 561, 780, 622)
safety-item-15-es: * Instale la luminaria como se indica en la guía del usuario. (533, 912, 664, 919)
maintenance-heading-nl: ONDERHOUD (38, 686, 79, 693)
declarations-fr (284, 994, 527, 1044)
safety-item-5-en: * Repairs or opening of this item may only be done by an authorized repairer. (38, 269, 209, 276)
disposal-bullet-1-it: * Gettare sempre le batterie esaurite nell'apposito contenitore per il riciclaggio. (563, 138, 751, 145)
safety-item-9-en: * Do not overload electrical outlets or extension cords; this could otherwise result in fire or electric shock. (38, 317, 269, 324)
panel-fr (284, 551, 527, 1080)
safety-item-4-es: * Evite las caídas o golpes ya que pueden dañar los circuitos electrónicos. (533, 782, 698, 789)
safety-item-19-de: * Wenn Sie eine Halogenlampe ersetzen, lassen Sie sie vorher mindestens 5 Minuten abkühlen. (284, 473, 497, 480)
safety-item-16-en: * If in any doubt consult a professional, taking local installation requirements into account. Some countries stipulate that lighting may be installed only by registered installers. (38, 393, 272, 406)
maintenance-heading-fr: ENTRETIEN (284, 679, 320, 686)
maintenance-block-es (533, 683, 780, 738)
safety-subheading-7-it: ALTA TENSIONE (533, 297, 573, 304)
maintenance-block-it (533, 170, 780, 218)
declaration-line-1-fr: Pour la DC (Déclaration de conformité), rendez-vous à : www.smartwares.eu/doc et suivez les instructions. (284, 994, 520, 1001)
declarations-it (533, 474, 780, 517)
disposal-block-1-fr (284, 561, 527, 622)
maintenance-heading-en: MAINTENANCE (38, 159, 84, 166)
declaration-line-3-nl: Hierbij verklaart Smartwares Europe, dat het type radioapparatuur conform is met Richtlijn 2014/53/EU. (38, 1053, 267, 1060)
declaration-line-3-fr: Le soussigné, Smartwares Europe, déclare que l'équipement radioélectrique du type est conforme à la directive 2014/53/UE. (284, 1014, 511, 1027)
safety-item-13-fr: * L'éclairage extérieur ne doit pas être installé lorsqu'il pleut. (284, 905, 417, 912)
disposal-paragraph-2-en: users should contact either the retailer where they purchased this product, or their local government office, for details of where and how they can take this item for environmentally safe recycling. Business users should contact their supplier and check the terms and conditions of the purchase contract. This product should not be mixed with other commercial wastes for disposal. (68, 103, 272, 136)
disposal-block-2-nl (38, 611, 278, 680)
safety-item-16-it: * In caso di dubbi, consultare un professionista, tenendo presente i requisiti locali per l'installazione. In alcuni paesi, i dispositivi di illuminazione devono essere installati esclusivamente da installatori autorizzati. (533, 399, 773, 413)
disposal-lead-bold-it: Corretto smaltimento di questo prodotto (Rifiuti di apparecchiature elettriche ed elettroniche) (Valido nell'Unione europea e in altri paesi europei con sistemi separati di raccolta) (563, 53, 770, 73)
safety-item-14-fr: * Tenez compte du dégagement minimal des autres objets et du dégagement nécessaire autour du luminaire. (284, 912, 526, 919)
safety-heading-en: GENERAL SAFETY (38, 224, 95, 231)
disposal-paragraph-lead-it: Corretto smaltimento di questo prodotto (Rifiuti di apparecchiature elettriche ed elettroniche) (Valido nell'Unione europea e in altri paesi europei con sistemi separati di raccolta) Questo simbolo è riportato sul prodotto o sui relativi manuali, indica che non deve essere smaltito con altri rifiuti domestici alla fine della vita utile. Per evitare possibili danni all'ambiente o alla salute umana arrecati da uno smaltimento incontrollato dei rifiuti, separarli da altri tipi di rifiuti e riciclarli responsabilmente per promuovere un riutilizzo sostenibile dei materiali. Gli utenti privati dovranno contattare il rivenditore da cui hanno acquistato il prodotto o l'ente locale preposto per istruzioni dettagliate su dove conferire il prodotto onde garantire un riciclaggio ecocompatibile. (563, 53, 779, 112)
safety-item-15-fr: * Installez le luminaire selon les indications du manuel de l'utilisateur. (284, 919, 437, 926)
safety-item-12-it: * Prima di qualsiasi installazione, intervento di manutenzione o di riparazione, è necessario disattivare l'alimentazione elettrica sulla presa, preferibilmente tramite una scatola di distribuzione. (533, 358, 759, 372)
